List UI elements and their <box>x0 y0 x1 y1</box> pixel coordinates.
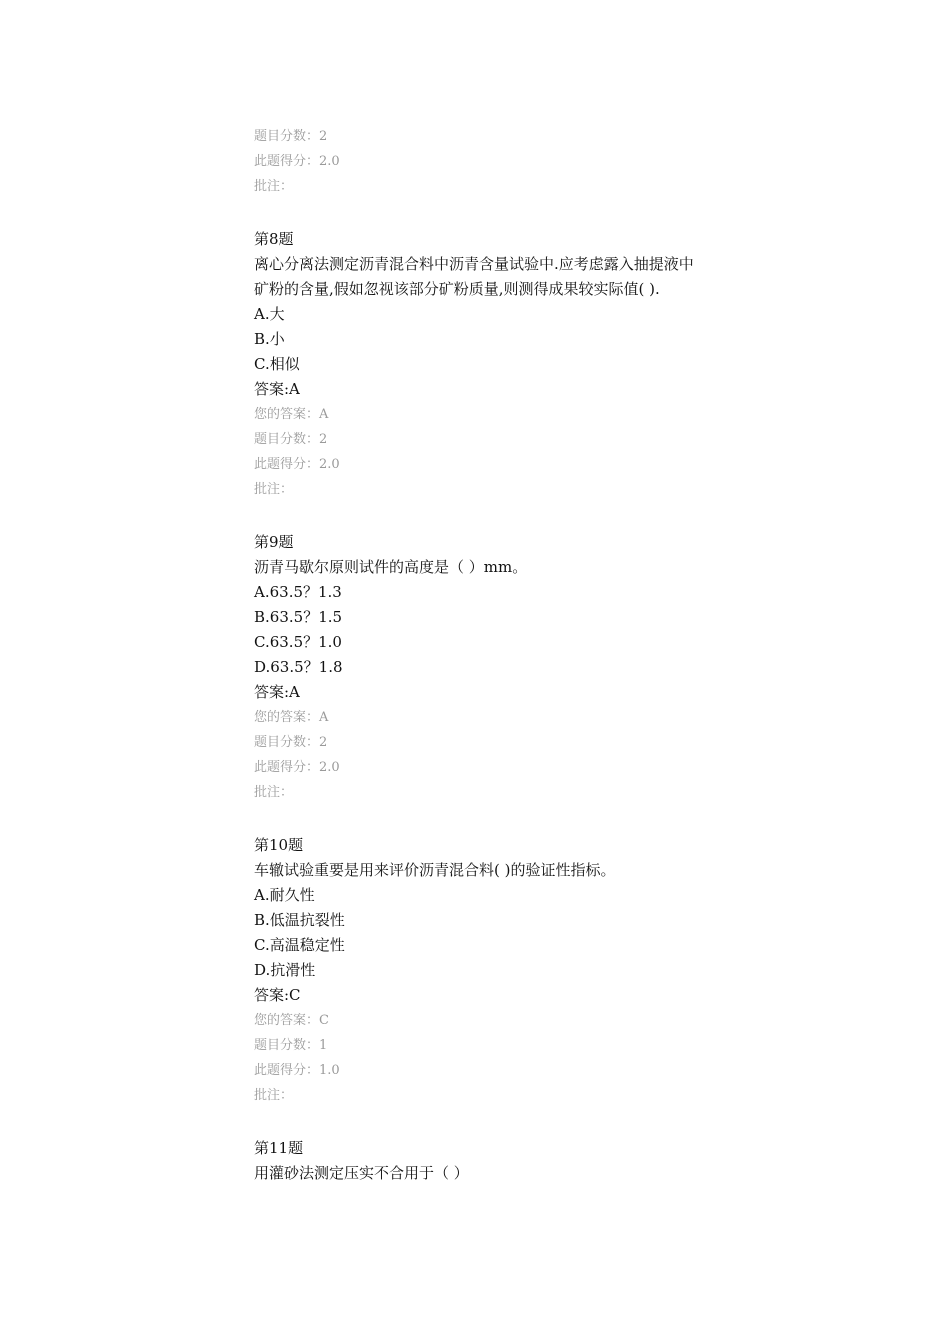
note-label: 批注： <box>254 482 294 497</box>
option-b: B.63.5？1.5 <box>254 608 343 626</box>
got-label: 此题得分：2.0 <box>254 154 340 169</box>
answer: 答案:A <box>254 380 300 398</box>
option-b: B.小 <box>254 330 285 348</box>
question-title: 第11题 <box>254 1139 304 1157</box>
question-stem: 沥青马歇尔原则试件的高度是（ ）mm。 <box>254 558 528 576</box>
option-d: D.抗滑性 <box>254 961 316 979</box>
option-c: C.相似 <box>254 355 300 373</box>
document-page <box>254 124 714 1186</box>
got-label: 此题得分：2.0 <box>254 760 340 775</box>
question-9 <box>254 530 714 805</box>
answer: 答案:C <box>254 986 301 1004</box>
question-10 <box>254 833 714 1108</box>
score-label: 题目分数：2 <box>254 735 328 750</box>
your-answer: 您的答案：A <box>254 407 329 422</box>
option-b: B.低温抗裂性 <box>254 911 345 929</box>
option-a: A.63.5？1.3 <box>254 583 342 601</box>
note-label: 批注： <box>254 179 294 194</box>
note-label: 批注： <box>254 785 294 800</box>
question-stem: 离心分离法测定沥青混合料中沥青含量试验中.应考虑露入抽提液中矿粉的含量,假如忽视该部分矿粉质量,则测得成果较实际值( ). <box>254 255 694 298</box>
question-title: 第9题 <box>254 533 294 551</box>
your-answer: 您的答案：A <box>254 710 329 725</box>
your-answer: 您的答案：C <box>254 1013 329 1028</box>
got-label: 此题得分：1.0 <box>254 1063 340 1078</box>
option-c: C.63.5？1.0 <box>254 633 342 651</box>
question-title: 第10题 <box>254 836 304 854</box>
score-label: 题目分数：1 <box>254 1038 328 1053</box>
question-title: 第8题 <box>254 230 294 248</box>
option-c: C.高温稳定性 <box>254 936 345 954</box>
question-11 <box>254 1136 714 1186</box>
score-label: 题目分数：2 <box>254 129 328 144</box>
got-label: 此题得分：2.0 <box>254 457 340 472</box>
score-label: 题目分数：2 <box>254 432 328 447</box>
question-stem: 车辙试验重要是用来评价沥青混合料( )的验证性指标。 <box>254 861 616 879</box>
question-stem: 用灌砂法测定压实不合用于（ ） <box>254 1164 469 1182</box>
note-label: 批注： <box>254 1088 294 1103</box>
option-d: D.63.5？1.8 <box>254 658 343 676</box>
option-a: A.耐久性 <box>254 886 315 904</box>
option-a: A.大 <box>254 305 285 323</box>
answer: 答案:A <box>254 683 300 701</box>
previous-question-meta <box>254 124 714 199</box>
question-8 <box>254 227 714 502</box>
